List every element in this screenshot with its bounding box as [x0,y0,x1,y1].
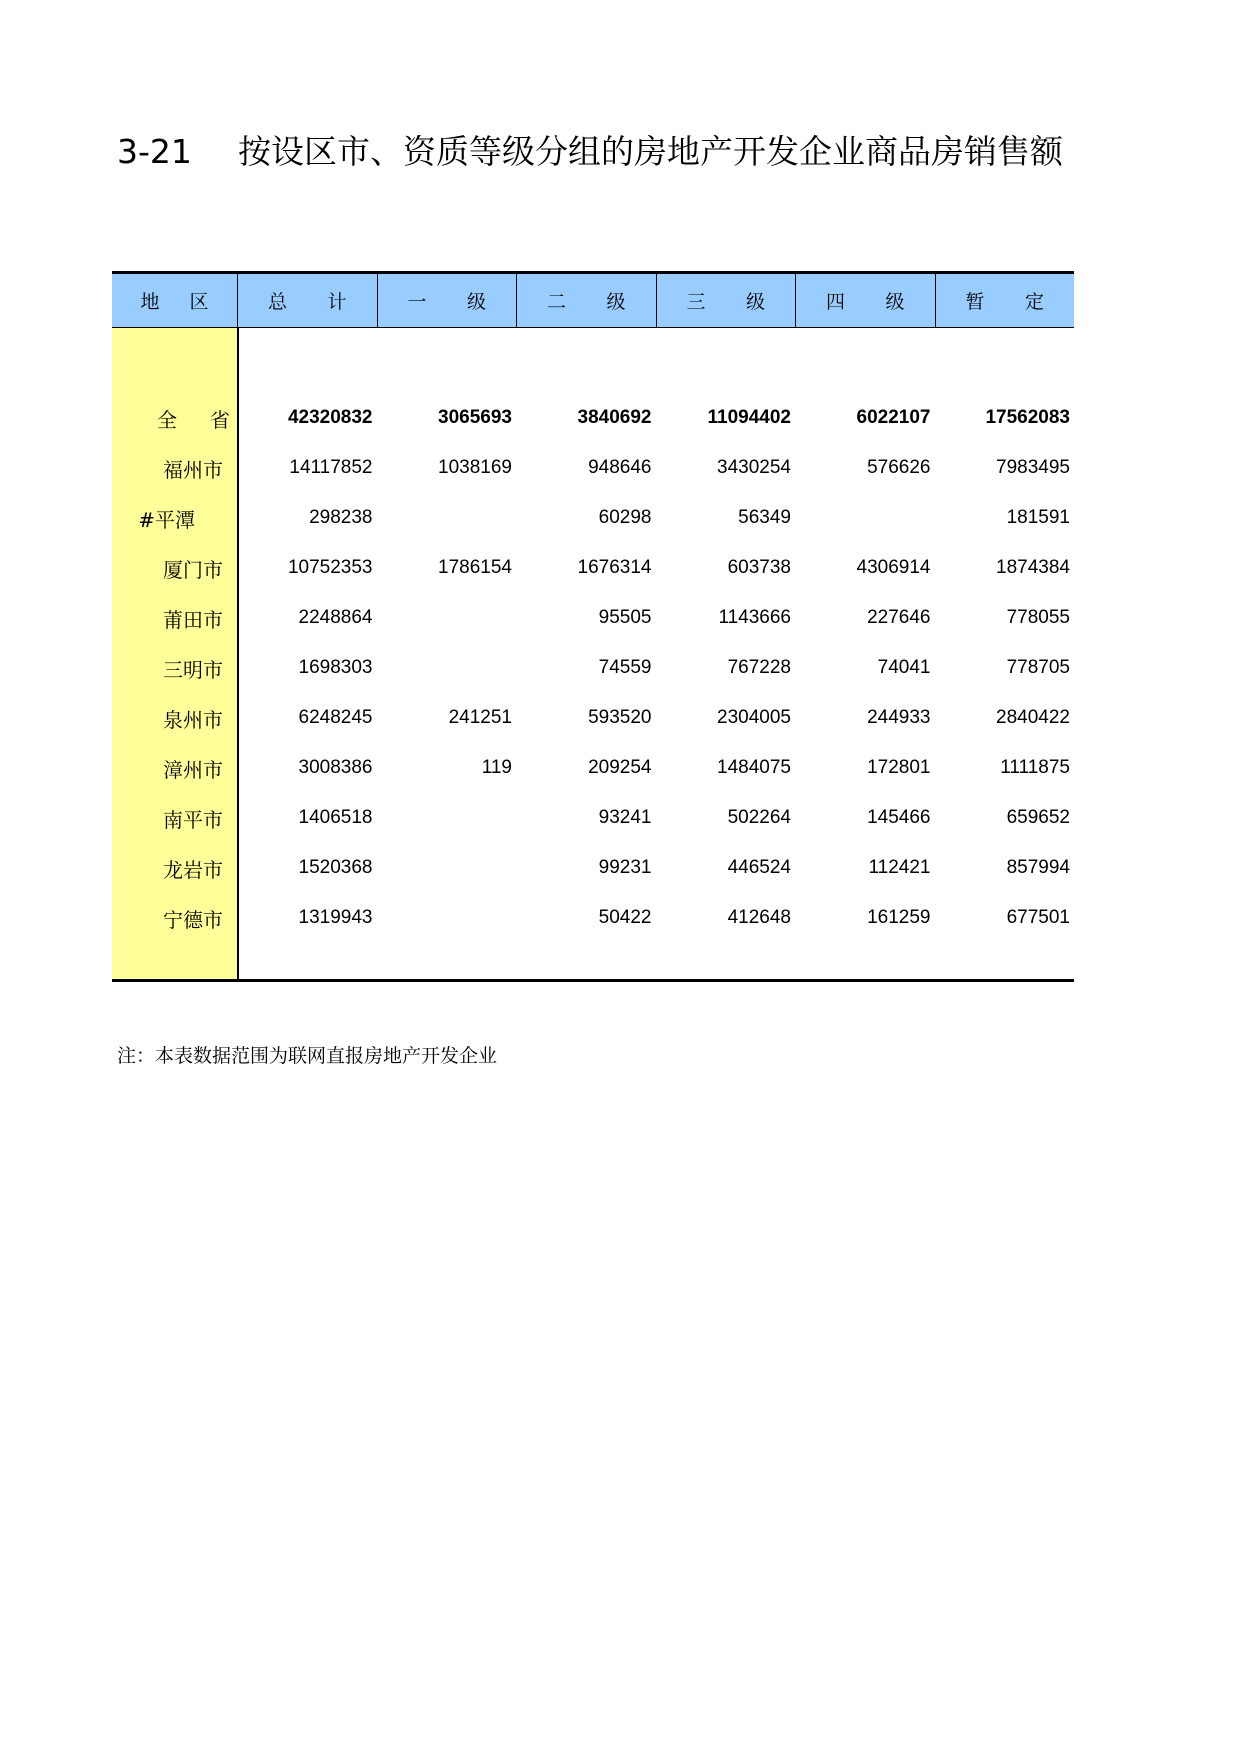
table-cell: 241251 [448,707,512,728]
table-row-total [112,393,1074,443]
row-area-label: 宁德市 [163,907,223,932]
page-title [117,126,1063,173]
row-area-label: 龙岩市 [163,857,223,882]
table-cell: 1676314 [577,557,652,578]
table-cell: 767228 [727,657,791,678]
table-row [112,593,1074,643]
table-row [112,893,1074,943]
table-cell: 677501 [1006,907,1070,928]
table-cell: 502264 [727,807,791,828]
table-cell: 412648 [727,907,791,928]
table-cell: 446524 [727,857,791,878]
table-row [112,793,1074,843]
row-area-label: 三明市 [163,657,223,682]
table-cell: 7983495 [996,457,1070,478]
table-cell: 95505 [598,607,652,628]
table-body [112,328,1074,979]
table-cell: 6248245 [298,707,373,728]
table-cell: 172801 [867,757,931,778]
table-cell: 74041 [877,657,931,678]
row-area-label: 全省 [157,407,263,432]
row-area-label: 莆田市 [163,607,223,632]
table-cell: 42320832 [287,407,373,428]
table-cell: 209254 [588,757,652,778]
table-cell: 1874384 [996,557,1070,578]
table-cell: 1038169 [438,457,512,478]
table-cell: 1520368 [298,857,373,878]
table-cell: 1786154 [438,557,512,578]
table-cell: 227646 [867,607,931,628]
table-row [112,543,1074,593]
table-cell: 60298 [598,507,652,528]
row-area-label: 泉州市 [163,707,223,732]
header-grade-1: 一 级 [377,274,517,327]
table-cell: 2840422 [996,707,1070,728]
row-area-label: #平潭 [138,507,195,532]
table-cell: 3065693 [438,407,512,428]
table-cell: 778055 [1006,607,1070,628]
header-total: 总 计 [237,274,377,327]
table-cell: 659652 [1006,807,1070,828]
header-grade-3: 三 级 [656,274,796,327]
table-cell: 3840692 [577,407,652,428]
table-row [112,843,1074,893]
table-title: 按设区市、资质等级分组的房地产开发企业商品房销售额 [238,132,1063,171]
table-header [112,274,1074,328]
table-cell: 244933 [867,707,931,728]
table-cell: 93241 [598,807,652,828]
table-cell: 74559 [598,657,652,678]
table-cell: 778705 [1006,657,1070,678]
table-cell: 50422 [598,907,652,928]
table-cell: 11094402 [707,407,791,428]
table-cell: 298238 [309,507,373,528]
row-area-label: 福州市 [163,457,223,482]
table-cell: 6022107 [856,407,931,428]
table-number: 3-21 [117,132,192,171]
header-grade-4: 四 级 [795,274,935,327]
table-cell: 3430254 [717,457,791,478]
table-cell: 2248864 [298,607,373,628]
table-row [112,693,1074,743]
table-cell: 3008386 [298,757,373,778]
header-area: 地 区 [140,291,209,313]
header-provisional: 暂 定 [935,274,1075,327]
table-cell: 4306914 [856,557,931,578]
table-row [112,743,1074,793]
table-cell: 145466 [867,807,931,828]
row-area-label: 南平市 [163,807,223,832]
table-cell: 56349 [738,507,791,528]
table-cell: 10752353 [287,557,373,578]
table-cell: 603738 [727,557,791,578]
data-table [112,271,1074,982]
table-cell: 161259 [867,907,931,928]
row-area-label: 漳州市 [163,757,223,782]
table-cell: 576626 [867,457,931,478]
table-cell: 181591 [1006,507,1070,528]
header-grade-2: 二 级 [516,274,656,327]
table-row [112,443,1074,493]
table-row [112,493,1074,543]
row-area-label: 厦门市 [163,557,223,582]
table-cell: 99231 [598,857,652,878]
table-cell: 17562083 [985,407,1070,428]
table-cell: 1698303 [298,657,373,678]
table-cell: 1143666 [718,607,791,628]
table-cell: 593520 [588,707,652,728]
table-cell: 857994 [1006,857,1070,878]
table-cell: 112421 [868,857,931,878]
table-cell: 119 [481,757,512,778]
table-cell: 1484075 [717,757,791,778]
table-cell: 948646 [588,457,652,478]
footnote: 注：本表数据范围为联网直报房地产开发企业 [117,1045,498,1067]
table-cell: 1406518 [298,807,373,828]
table-cell: 1111875 [1000,757,1070,778]
table-cell: 14117852 [289,457,373,478]
table-row [112,643,1074,693]
table-cell: 2304005 [717,707,791,728]
table-cell: 1319943 [298,907,373,928]
